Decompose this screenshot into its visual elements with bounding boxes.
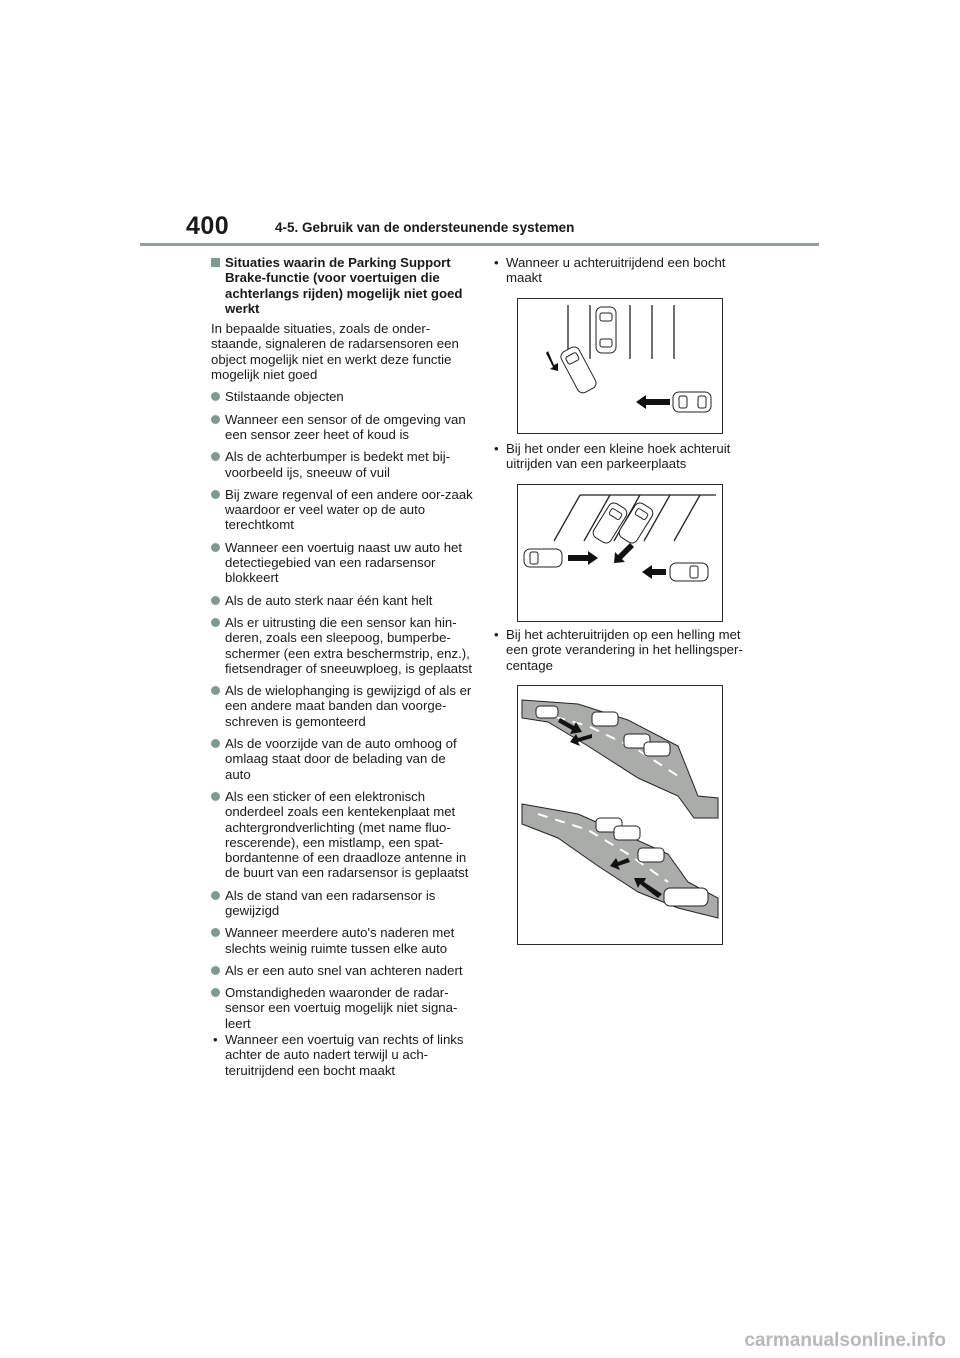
watermark: carmanualsonline.info xyxy=(744,1330,946,1351)
circle-bullet-icon xyxy=(211,928,220,937)
dash-bullet-icon: • xyxy=(213,1032,218,1048)
header-rule xyxy=(140,243,819,246)
dash-bullet-icon: • xyxy=(494,441,499,456)
right-column-2 xyxy=(492,441,762,478)
circle-bullet-icon xyxy=(211,618,220,627)
right-column-3 xyxy=(492,627,762,679)
page-number: 400 xyxy=(186,212,230,240)
circle-bullet-icon xyxy=(211,415,220,424)
circle-bullet-icon xyxy=(211,966,220,975)
list-item: Stilstaande objecten xyxy=(211,389,473,404)
dash-item: • Wanneer u achteruitrijdend een bocht maakt xyxy=(494,255,726,286)
list-item: Als een sticker of een elektronisch onderdeel zoals een kentekenplaat met achtergrondverlichting (met name fluo-rescerende), een mistlamp, een spat-bordantenne of een draadloze antenne in de buurt van een radarsensor is geplaatst xyxy=(211,789,473,881)
list-item: Als de auto sterk naar één kant helt xyxy=(211,593,473,608)
list-item: Als de wielophanging is gewijzigd of als er een andere maat banden dan voorge-schreven is gemonteerd xyxy=(211,683,473,729)
angled-parking-illustration xyxy=(517,484,723,622)
dash-item: • Wanneer een voertuig van rechts of links achter de auto nadert terwijl u ach-teruitrijdend een bocht maakt xyxy=(213,1032,464,1078)
list-item: Als de achterbumper is bedekt met bij-voorbeeld ijs, sneeuw of vuil xyxy=(211,449,473,480)
list-item: Als de voorzijde van de auto omhoog of omlaag staat door de belading van de auto xyxy=(211,736,473,782)
circle-bullet-icon xyxy=(211,392,220,401)
circle-bullet-icon xyxy=(211,686,220,695)
dash-bullet-icon: • xyxy=(494,255,499,270)
circle-bullet-icon xyxy=(211,596,220,605)
circle-bullet-icon xyxy=(211,452,220,461)
slope-illustration xyxy=(517,685,723,945)
list-item: Wanneer meerdere auto's naderen met slechts weinig ruimte tussen elke auto xyxy=(211,925,473,956)
intro-paragraph: In bepaalde situaties, zoals de onder-staande, signaleren de radarsensoren een object mogelijk niet en werkt deze functie mogelijk niet goed xyxy=(211,321,459,383)
circle-bullet-icon xyxy=(211,792,220,801)
list-item: Wanneer een voertuig naast uw auto het detectiegebied van een radarsensor blokkeert xyxy=(211,540,473,586)
circle-bullet-icon xyxy=(211,891,220,900)
section-title: 4-5. Gebruik van de ondersteunende systemen xyxy=(275,220,575,235)
list-item: Omstandigheden waaronder de radar-sensor een voertuig mogelijk niet signa-leert xyxy=(211,985,473,1031)
parking-turn-illustration xyxy=(517,298,723,434)
circle-bullet-icon xyxy=(211,988,220,997)
square-bullet-icon xyxy=(211,258,220,267)
circle-bullet-icon xyxy=(211,490,220,499)
list-item: Als er uitrusting die een sensor kan hin-deren, zoals een sleepoog, bumperbe-schermer (een extra beschermstrip, enz.), fietsendrager of sneeuwploeg, is geplaatst xyxy=(211,615,473,676)
dash-bullet-icon: • xyxy=(494,627,499,642)
list-item: Als de stand van een radarsensor is gewijzigd xyxy=(211,888,473,919)
circle-bullet-icon xyxy=(211,739,220,748)
right-column xyxy=(492,255,762,292)
circle-bullet-icon xyxy=(211,543,220,552)
dash-item: • Bij het onder een kleine hoek achteruit uitrijden van een parkeerplaats xyxy=(494,441,731,472)
list-item: Wanneer een sensor of de omgeving van een sensor zeer heet of koud is xyxy=(211,412,473,443)
list-item: Als er een auto snel van achteren nadert xyxy=(211,963,473,978)
dash-item: • Bij het achteruitrijden op een helling met een grote verandering in het hellingsper-centage xyxy=(494,627,743,673)
list-item: Bij zware regenval of een andere oor-zaak waardoor er veel water op de auto terechtkomt xyxy=(211,487,473,533)
left-column xyxy=(211,255,473,1084)
sub-heading: Situaties waarin de Parking Support Brake-functie (voor voertuigen die achterlangs rijden) mogelijk niet goed werkt xyxy=(211,255,473,316)
